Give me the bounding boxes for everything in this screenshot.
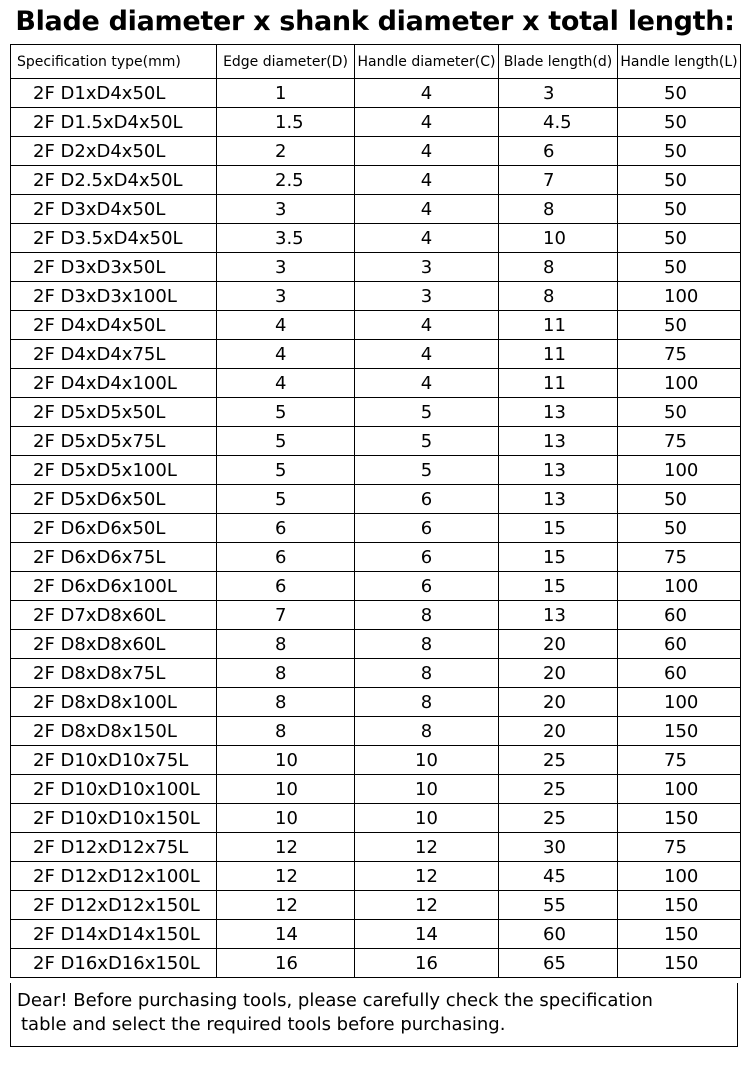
cell-specification-type: 2F D12xD12x150L [11,891,217,920]
cell-edge-diameter: 12 [217,862,355,891]
cell-edge-diameter: 6 [217,514,355,543]
table-row [11,108,741,137]
cell-blade-length: 20 [499,717,618,746]
table-row [11,398,741,427]
cell-blade-length: 8 [499,253,618,282]
cell-handle-length: 50 [618,137,741,166]
cell-specification-type: 2F D8xD8x60L [11,630,217,659]
table-row [11,340,741,369]
table-row [11,282,741,311]
cell-specification-type: 2F D3xD3x100L [11,282,217,311]
cell-edge-diameter: 6 [217,572,355,601]
header-specification-type: Specification type(mm) [11,45,217,79]
cell-handle-diameter: 10 [355,746,499,775]
cell-handle-diameter: 5 [355,456,499,485]
table-row [11,195,741,224]
cell-edge-diameter: 10 [217,775,355,804]
table-row [11,862,741,891]
cell-blade-length: 55 [499,891,618,920]
table-row [11,833,741,862]
cell-handle-diameter: 4 [355,369,499,398]
table-row [11,543,741,572]
table-row [11,485,741,514]
cell-blade-length: 25 [499,804,618,833]
table-row [11,456,741,485]
cell-handle-length: 50 [618,195,741,224]
table-row [11,775,741,804]
cell-handle-diameter: 6 [355,572,499,601]
cell-specification-type: 2F D5xD5x75L [11,427,217,456]
cell-blade-length: 45 [499,862,618,891]
cell-handle-diameter: 14 [355,920,499,949]
table-row [11,659,741,688]
cell-handle-length: 50 [618,485,741,514]
cell-handle-diameter: 8 [355,659,499,688]
cell-handle-length: 100 [618,688,741,717]
cell-edge-diameter: 12 [217,833,355,862]
cell-edge-diameter: 1 [217,79,355,108]
cell-handle-length: 60 [618,601,741,630]
cell-edge-diameter: 12 [217,891,355,920]
cell-specification-type: 2F D8xD8x150L [11,717,217,746]
cell-handle-diameter: 4 [355,224,499,253]
cell-blade-length: 30 [499,833,618,862]
cell-blade-length: 3 [499,79,618,108]
cell-specification-type: 2F D4xD4x50L [11,311,217,340]
cell-handle-length: 50 [618,108,741,137]
table-row [11,688,741,717]
cell-specification-type: 2F D14xD14x150L [11,920,217,949]
cell-handle-diameter: 4 [355,195,499,224]
cell-edge-diameter: 3 [217,282,355,311]
cell-handle-length: 150 [618,804,741,833]
cell-edge-diameter: 4 [217,369,355,398]
cell-handle-length: 100 [618,862,741,891]
cell-handle-diameter: 16 [355,949,499,978]
cell-specification-type: 2F D2xD4x50L [11,137,217,166]
cell-edge-diameter: 1.5 [217,108,355,137]
cell-blade-length: 8 [499,282,618,311]
cell-handle-diameter: 4 [355,108,499,137]
cell-handle-diameter: 3 [355,282,499,311]
cell-handle-length: 100 [618,775,741,804]
cell-handle-length: 100 [618,369,741,398]
cell-edge-diameter: 16 [217,949,355,978]
cell-blade-length: 7 [499,166,618,195]
cell-blade-length: 25 [499,775,618,804]
cell-handle-diameter: 8 [355,688,499,717]
cell-edge-diameter: 10 [217,746,355,775]
cell-edge-diameter: 7 [217,601,355,630]
cell-specification-type: 2F D1.5xD4x50L [11,108,217,137]
table-row [11,369,741,398]
cell-edge-diameter: 5 [217,427,355,456]
cell-blade-length: 20 [499,630,618,659]
cell-handle-length: 150 [618,920,741,949]
cell-edge-diameter: 8 [217,659,355,688]
cell-blade-length: 13 [499,485,618,514]
table-row [11,746,741,775]
table-row [11,253,741,282]
cell-edge-diameter: 6 [217,543,355,572]
cell-edge-diameter: 2.5 [217,166,355,195]
cell-specification-type: 2F D5xD6x50L [11,485,217,514]
header-edge-diameter: Edge diameter(D) [217,45,355,79]
cell-edge-diameter: 3 [217,253,355,282]
cell-handle-length: 100 [618,456,741,485]
cell-edge-diameter: 3 [217,195,355,224]
table-row [11,949,741,978]
table-body [11,79,741,978]
cell-handle-length: 60 [618,659,741,688]
cell-specification-type: 2F D16xD16x150L [11,949,217,978]
cell-specification-type: 2F D12xD12x100L [11,862,217,891]
cell-handle-length: 50 [618,514,741,543]
cell-blade-length: 15 [499,514,618,543]
cell-edge-diameter: 14 [217,920,355,949]
specification-table [10,44,741,978]
cell-handle-length: 60 [618,630,741,659]
cell-handle-diameter: 4 [355,340,499,369]
cell-handle-diameter: 8 [355,630,499,659]
cell-edge-diameter: 3.5 [217,224,355,253]
cell-edge-diameter: 8 [217,717,355,746]
cell-blade-length: 4.5 [499,108,618,137]
cell-handle-diameter: 3 [355,253,499,282]
cell-handle-length: 75 [618,746,741,775]
cell-blade-length: 25 [499,746,618,775]
cell-blade-length: 15 [499,572,618,601]
purchase-note [10,983,738,1047]
cell-handle-length: 75 [618,833,741,862]
cell-edge-diameter: 8 [217,688,355,717]
cell-handle-length: 150 [618,891,741,920]
cell-handle-diameter: 5 [355,398,499,427]
cell-blade-length: 60 [499,920,618,949]
cell-handle-diameter: 4 [355,79,499,108]
cell-handle-length: 75 [618,543,741,572]
table-row [11,427,741,456]
table-header-row [11,45,741,79]
cell-specification-type: 2F D3xD3x50L [11,253,217,282]
cell-handle-length: 50 [618,311,741,340]
cell-handle-length: 50 [618,166,741,195]
table-row [11,572,741,601]
cell-handle-length: 100 [618,572,741,601]
cell-edge-diameter: 4 [217,340,355,369]
cell-specification-type: 2F D3.5xD4x50L [11,224,217,253]
cell-blade-length: 10 [499,224,618,253]
cell-handle-diameter: 4 [355,137,499,166]
cell-handle-diameter: 4 [355,166,499,195]
cell-handle-diameter: 12 [355,833,499,862]
header-handle-length: Handle length(L) [618,45,741,79]
cell-specification-type: 2F D10xD10x75L [11,746,217,775]
cell-handle-length: 75 [618,340,741,369]
cell-handle-diameter: 8 [355,717,499,746]
cell-blade-length: 13 [499,601,618,630]
cell-handle-diameter: 6 [355,514,499,543]
cell-blade-length: 65 [499,949,618,978]
cell-handle-diameter: 6 [355,543,499,572]
cell-handle-length: 150 [618,949,741,978]
header-blade-length: Blade length(d) [499,45,618,79]
cell-blade-length: 20 [499,688,618,717]
cell-handle-length: 50 [618,253,741,282]
cell-specification-type: 2F D8xD8x100L [11,688,217,717]
cell-edge-diameter: 5 [217,456,355,485]
cell-handle-diameter: 6 [355,485,499,514]
table-row [11,137,741,166]
cell-edge-diameter: 8 [217,630,355,659]
cell-specification-type: 2F D3xD4x50L [11,195,217,224]
table-row [11,630,741,659]
cell-specification-type: 2F D6xD6x75L [11,543,217,572]
cell-specification-type: 2F D10xD10x150L [11,804,217,833]
cell-blade-length: 15 [499,543,618,572]
table-row [11,166,741,195]
table-row [11,514,741,543]
cell-blade-length: 13 [499,456,618,485]
cell-specification-type: 2F D4xD4x75L [11,340,217,369]
cell-handle-length: 150 [618,717,741,746]
cell-specification-type: 2F D6xD6x100L [11,572,217,601]
cell-handle-length: 50 [618,398,741,427]
cell-blade-length: 13 [499,427,618,456]
table-row [11,717,741,746]
cell-specification-type: 2F D5xD5x50L [11,398,217,427]
cell-handle-length: 50 [618,79,741,108]
cell-specification-type: 2F D4xD4x100L [11,369,217,398]
cell-handle-diameter: 12 [355,891,499,920]
cell-specification-type: 2F D5xD5x100L [11,456,217,485]
cell-edge-diameter: 5 [217,485,355,514]
cell-handle-diameter: 5 [355,427,499,456]
cell-blade-length: 20 [499,659,618,688]
cell-blade-length: 11 [499,340,618,369]
cell-handle-diameter: 8 [355,601,499,630]
cell-handle-diameter: 12 [355,862,499,891]
cell-handle-diameter: 10 [355,804,499,833]
cell-handle-length: 75 [618,427,741,456]
cell-blade-length: 13 [499,398,618,427]
cell-specification-type: 2F D10xD10x100L [11,775,217,804]
cell-blade-length: 8 [499,195,618,224]
table-row [11,891,741,920]
note-line-1: Dear! Before purchasing tools, please carefully check the specification [17,990,653,1011]
page-title: Blade diameter x shank diameter x total length: [15,6,735,37]
cell-edge-diameter: 5 [217,398,355,427]
table-row [11,601,741,630]
cell-handle-length: 50 [618,224,741,253]
cell-specification-type: 2F D7xD8x60L [11,601,217,630]
cell-specification-type: 2F D12xD12x75L [11,833,217,862]
table-row [11,224,741,253]
cell-edge-diameter: 10 [217,804,355,833]
table-row [11,804,741,833]
table-row [11,311,741,340]
cell-handle-length: 100 [618,282,741,311]
cell-handle-diameter: 10 [355,775,499,804]
cell-specification-type: 2F D2.5xD4x50L [11,166,217,195]
cell-blade-length: 11 [499,369,618,398]
cell-handle-diameter: 4 [355,311,499,340]
table-row [11,79,741,108]
note-line-2: table and select the required tools before purchasing. [21,1014,506,1035]
cell-blade-length: 11 [499,311,618,340]
cell-specification-type: 2F D8xD8x75L [11,659,217,688]
cell-blade-length: 6 [499,137,618,166]
cell-edge-diameter: 2 [217,137,355,166]
cell-specification-type: 2F D1xD4x50L [11,79,217,108]
cell-edge-diameter: 4 [217,311,355,340]
table-row [11,920,741,949]
cell-specification-type: 2F D6xD6x50L [11,514,217,543]
header-handle-diameter: Handle diameter(C) [355,45,499,79]
